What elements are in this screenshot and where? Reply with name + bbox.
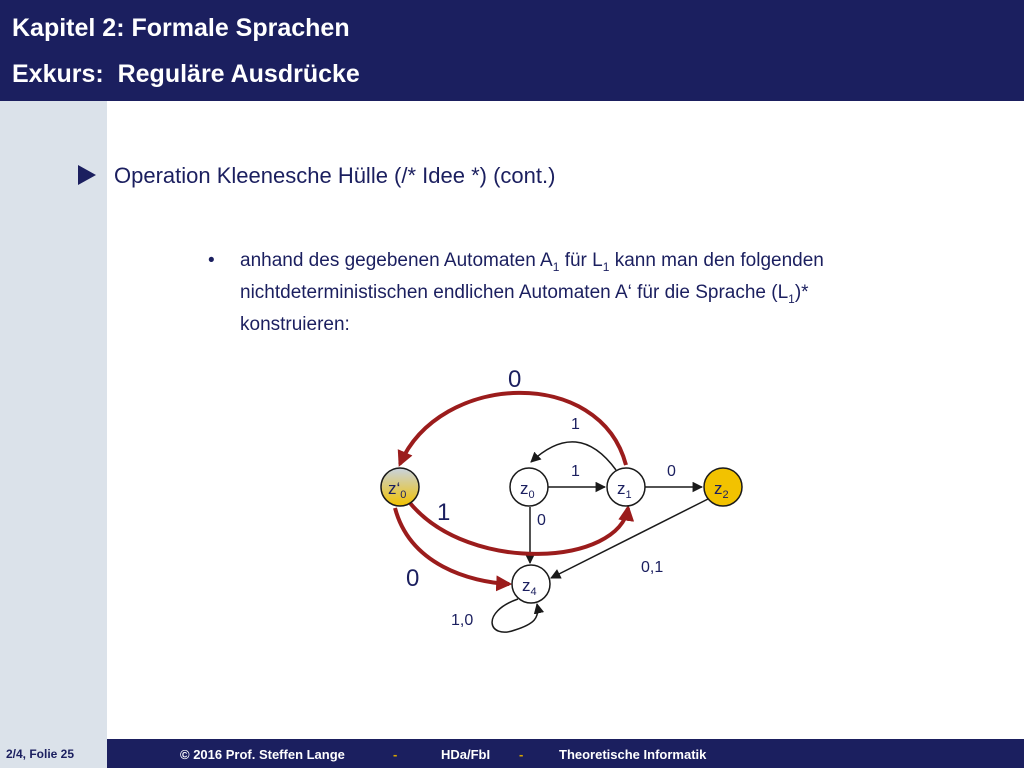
text-fragment: anhand des gegebenen Automaten A (240, 250, 553, 271)
footer-copyright: © 2016 Prof. Steffen Lange (180, 747, 345, 762)
slide-subtitle: Exkurs: Reguläre Ausdrücke (12, 60, 360, 88)
label-z0-z1: 1 (571, 463, 580, 480)
label-red-top: 0 (508, 366, 522, 393)
bullet-dot: • (208, 250, 215, 271)
sub-bullet-line-3: konstruieren: (240, 313, 350, 335)
state-z0-prime (381, 468, 419, 506)
footer-bar (107, 739, 1024, 768)
slide-number: 2/4, Folie 25 (6, 747, 75, 761)
subscript: 1 (788, 291, 795, 306)
svg-text:z0: $z_0$ (520, 479, 535, 501)
text-fragment: nichtdeterministischen endlichen Automaten A‘ für die Sprache (L (240, 281, 789, 303)
state-z4 (512, 565, 550, 603)
label-z4-loop: 1,0 (451, 612, 474, 629)
label-z0-z4: 0 (537, 512, 546, 529)
text-fragment: für L (559, 250, 603, 271)
label-z1-z2: 0 (667, 463, 676, 480)
state-z2 (704, 468, 742, 506)
edge-red-z1-z0prime (400, 393, 626, 465)
footer-course: Theoretische Informatik (559, 747, 707, 762)
footer-org: HDa/FbI (441, 747, 491, 762)
footer-separator: - (519, 747, 524, 762)
label-red-middle: 1 (437, 499, 451, 526)
state-z0 (510, 468, 548, 506)
main-bullet-text: Operation Kleenesche Hülle (/* Idee *) (cont.) (114, 163, 556, 188)
footer-left (0, 739, 107, 768)
svg-text:z4: $z_4$ (522, 576, 537, 598)
label-red-bottom: 0 (406, 565, 420, 592)
footer-separator: - (393, 747, 398, 762)
label-z2-z4: 0,1 (641, 559, 664, 576)
subscript: 1 (552, 259, 560, 274)
svg-text:z2: $z_2$ (714, 479, 729, 501)
state-z1 (607, 468, 645, 506)
text-fragment: )* (794, 281, 809, 303)
slide-title: Kapitel 2: Formale Sprachen (12, 14, 350, 42)
text-fragment: kann man den folgenden (609, 250, 824, 271)
svg-text:z‘0: $z‘_0$ (388, 479, 407, 501)
slide-footer (0, 739, 1024, 768)
edge-z4-loop (492, 599, 538, 632)
label-z1-z0: 1 (571, 416, 580, 433)
subscript: 1 (602, 259, 610, 274)
svg-text:z1: $z_1$ (617, 479, 632, 501)
